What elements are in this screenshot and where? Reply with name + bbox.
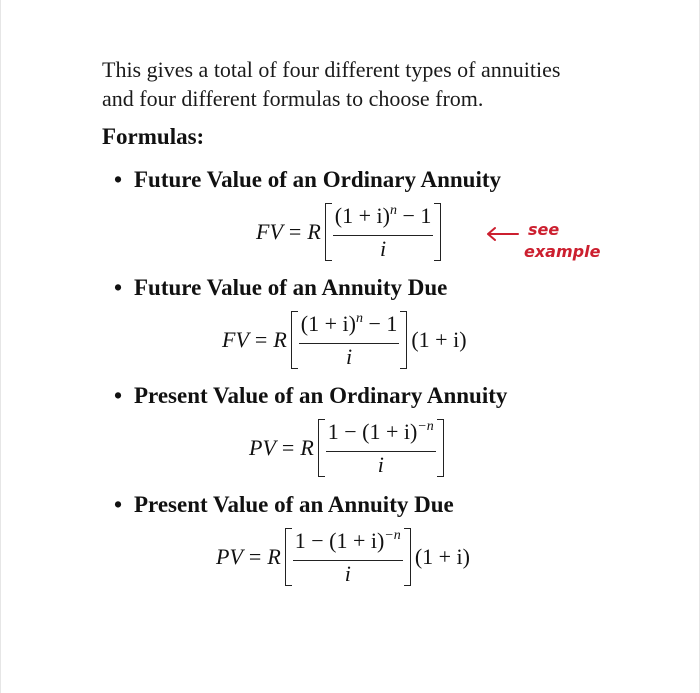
left-bracket: [285, 528, 292, 586]
bullet-dot: •: [114, 167, 123, 192]
left-bracket: [318, 419, 325, 477]
payment-symbol: R: [300, 435, 314, 460]
annotation-line-2: example: [524, 242, 601, 261]
formula-pv-due: [216, 528, 470, 586]
formula-lhs: PV: [249, 435, 276, 460]
bullet-dot: •: [114, 492, 123, 517]
bullet-title: Present Value of an Ordinary Annuity: [134, 383, 508, 408]
fraction-numerator: $1 - (1 + i)^{-n}$: [293, 529, 403, 561]
right-bracket: [434, 203, 441, 261]
payment-symbol: R: [267, 544, 281, 569]
bullet-item-pv-ordinary: [114, 383, 507, 409]
right-bracket: [404, 528, 411, 586]
fraction-numerator: $(1 + i)^n - 1$: [333, 204, 434, 236]
handwritten-annotation: [484, 217, 624, 277]
fraction-denominator: i: [377, 451, 384, 477]
formula-lhs: FV: [256, 219, 283, 244]
fraction-numerator: $1 - (1 + i)^{-n}$: [326, 420, 436, 452]
formula-fv-due: [222, 311, 467, 369]
bullet-item-fv-due: [114, 275, 447, 301]
payment-symbol: R: [273, 327, 287, 352]
left-bracket: [325, 203, 332, 261]
formula-pv-ordinary: [249, 419, 448, 477]
equals-sign: =: [254, 327, 268, 352]
formulas-heading: Formulas:: [102, 124, 205, 149]
fraction-numerator: $(1 + i)^n - 1$: [299, 312, 400, 344]
payment-symbol: R: [307, 219, 321, 244]
bullet-title: Present Value of an Annuity Due: [134, 492, 454, 517]
equals-sign: =: [288, 219, 302, 244]
fraction: [293, 529, 403, 586]
fraction: [326, 420, 436, 477]
left-arrow-icon: [488, 228, 518, 240]
bullet-item-pv-due: [114, 492, 454, 518]
formula-lhs: PV: [216, 544, 243, 569]
bullet-dot: •: [114, 275, 123, 300]
annotation-line-1: see: [528, 220, 560, 239]
equals-sign: =: [281, 435, 295, 460]
left-bracket: [291, 311, 298, 369]
formula-factor: (1 + i): [411, 327, 467, 352]
formula-factor: (1 + i): [414, 544, 470, 569]
formula-lhs: FV: [222, 327, 249, 352]
bullet-item-fv-ordinary: [114, 167, 501, 193]
bullet-title: Future Value of an Annuity Due: [134, 275, 448, 300]
fraction: [299, 312, 400, 369]
bullet-dot: •: [114, 383, 123, 408]
fraction-denominator: i: [346, 343, 353, 369]
right-bracket: [400, 311, 407, 369]
fraction-denominator: i: [344, 560, 351, 586]
fraction-denominator: i: [380, 235, 387, 261]
bullet-title: Future Value of an Ordinary Annuity: [134, 167, 502, 192]
right-bracket: [437, 419, 444, 477]
equals-sign: =: [248, 544, 262, 569]
fraction: [333, 204, 434, 261]
formula-fv-ordinary: [256, 203, 445, 261]
intro-line-1: This gives a total of four different types of annuities: [102, 57, 561, 82]
intro-line-2: and four different formulas to choose from.: [102, 86, 484, 111]
intro-paragraph: [102, 55, 622, 113]
